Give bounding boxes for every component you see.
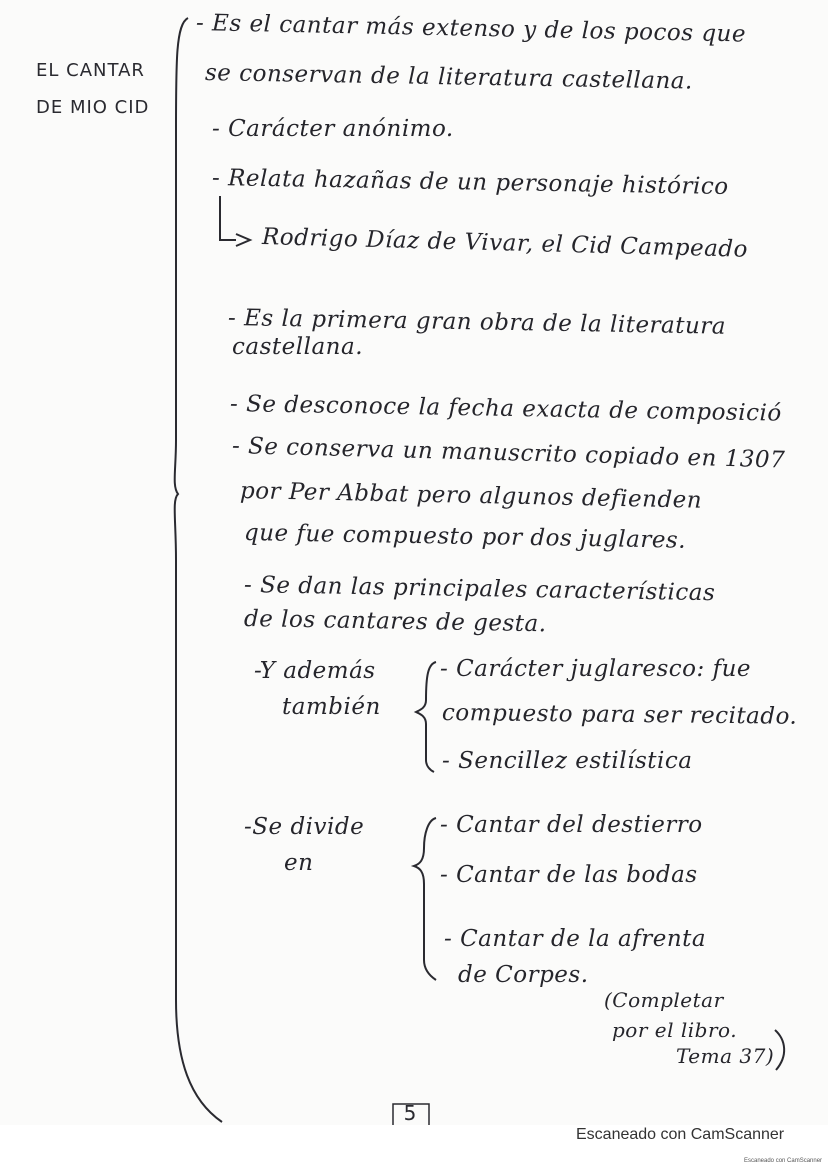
title-line-1: EL CANTAR <box>36 60 145 81</box>
note-line: - Sencillez estilística <box>442 748 693 774</box>
note-line: - Se conserva un manuscrito copiado en 1307 <box>231 433 786 474</box>
note-line: - Cantar de la afrenta <box>444 926 707 952</box>
note-line: - Cantar de las bodas <box>440 862 698 888</box>
note-line: - Es el cantar más extenso y de los pocos que <box>195 10 747 48</box>
arrow-head-icon <box>236 234 250 246</box>
note-line: en <box>284 850 314 876</box>
note-line: - Relata hazañas de un personaje histórico <box>211 165 729 201</box>
note-line: por Per Abbat pero algunos defienden <box>239 478 703 514</box>
scanner-watermark-small: Escaneado con CamScanner <box>744 1158 823 1164</box>
brace-ademas <box>416 662 436 772</box>
note-line: -Y además <box>254 658 376 684</box>
note-line: también <box>282 694 381 720</box>
note-line: - Se dan las principales características <box>243 572 716 607</box>
note-line: - Es la primera gran obra de la literatura <box>227 305 727 340</box>
note-line: castellana. <box>232 334 364 360</box>
note-line: (Completar <box>604 988 724 1012</box>
note-line: - Cantar del destierro <box>440 812 703 838</box>
note-line: Tema 37) <box>676 1044 775 1068</box>
note-line: Rodrigo Díaz de Vivar, el Cid Campeado <box>261 224 749 263</box>
note-line: de Corpes. <box>458 962 589 988</box>
page-number: 5 <box>403 1101 417 1125</box>
note-line: se conservan de la literatura castellana. <box>204 60 694 95</box>
note-line: -Se divide <box>244 814 365 840</box>
note-line: de los cantares de gesta. <box>243 606 547 638</box>
note-line: compuesto para ser recitado. <box>441 700 798 730</box>
note-line: que fue compuesto por dos juglares. <box>243 520 687 554</box>
note-line: - Carácter juglaresco: fue <box>440 656 752 682</box>
sub-arrow-line <box>220 196 236 240</box>
note-line: por el libro. <box>612 1018 738 1042</box>
note-line: - Se desconoce la fecha exacta de composició <box>229 391 782 427</box>
brace-divide <box>414 818 436 980</box>
scanner-watermark: Escaneado con CamScanner <box>576 1126 785 1143</box>
note-line: - Carácter anónimo. <box>212 116 454 142</box>
closing-paren <box>775 1030 784 1070</box>
title-line-2: DE MIO CID <box>36 97 150 118</box>
